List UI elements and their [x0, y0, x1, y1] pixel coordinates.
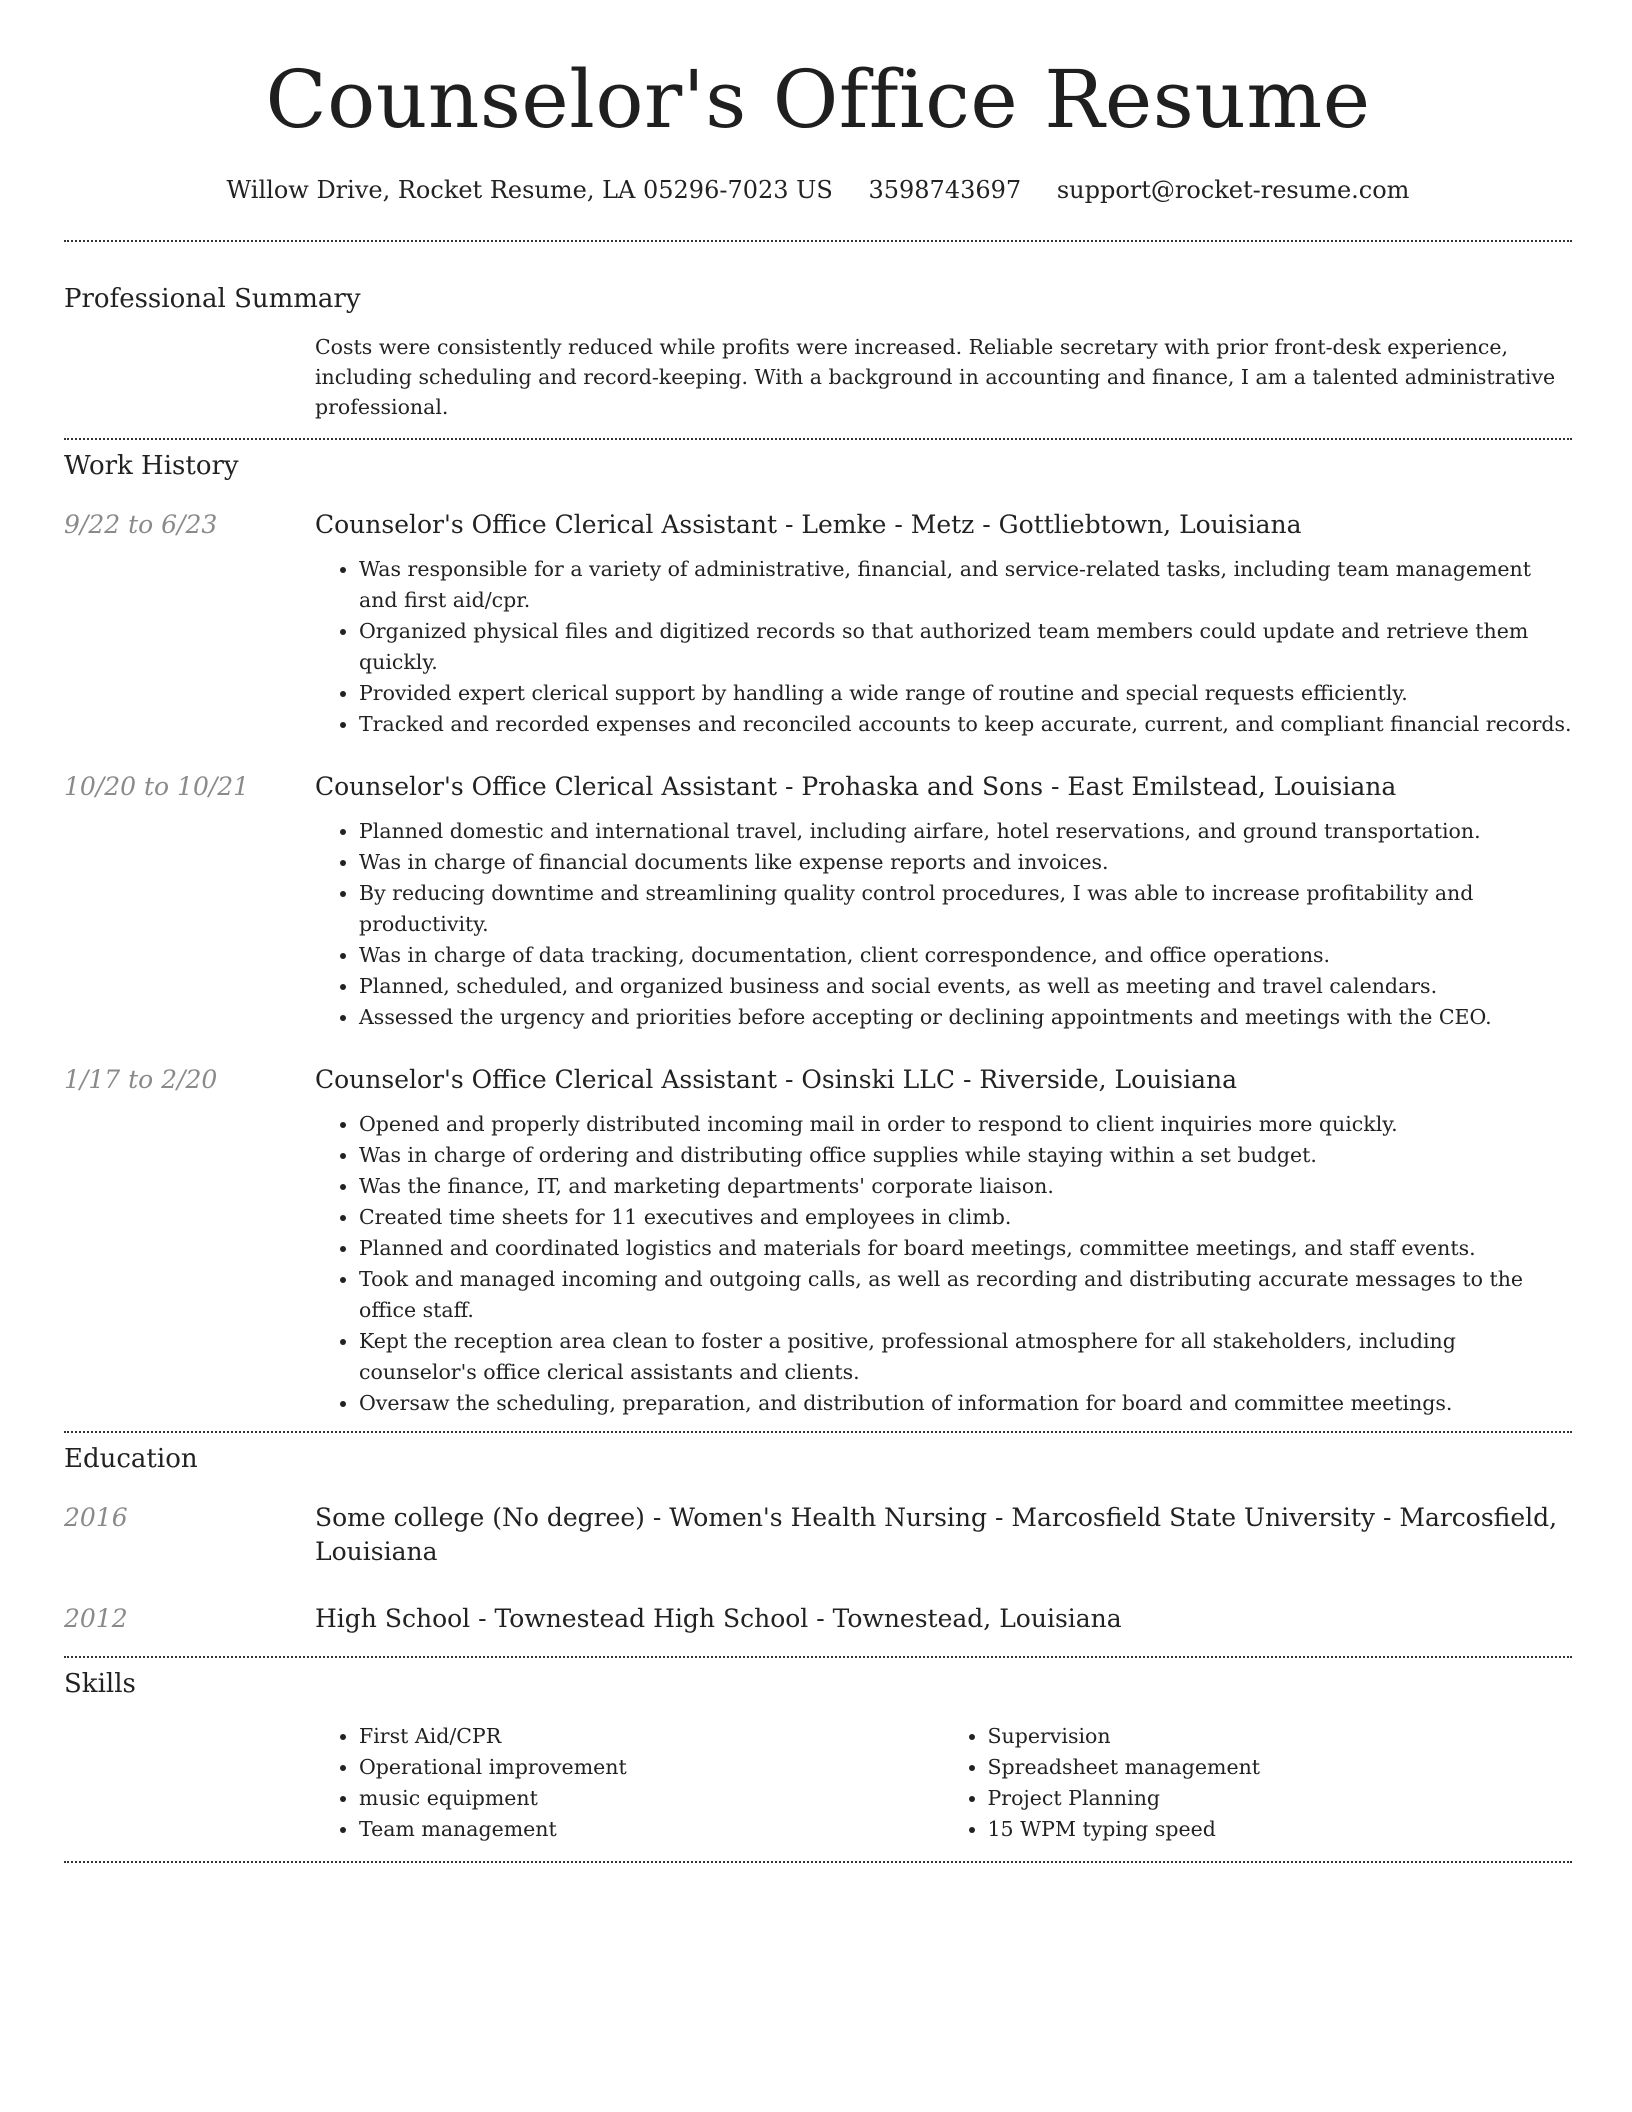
job-bullets: [315, 554, 1572, 740]
job-entry: [64, 508, 1572, 740]
divider: [64, 1656, 1572, 1658]
list-item: • By reducing downtime and streamlining quality control procedures, I was able to increase profitability and productivity.: [359, 878, 1572, 940]
education-year: 2012: [64, 1604, 128, 1633]
summary-section: [64, 282, 1572, 422]
skill-item: • Supervision: [988, 1721, 1573, 1752]
skill-item: • Operational improvement: [359, 1752, 944, 1783]
resume-title: Counselor's Office Resume: [265, 53, 1371, 146]
list-item: • Organized physical files and digitized records so that authorized team members could update and retrieve them quickly.: [359, 616, 1572, 678]
list-item: • Planned domestic and international travel, including airfare, hotel reservations, and ground transportation.: [359, 816, 1572, 847]
list-item: • Was the finance, IT, and marketing departments' corporate liaison.: [359, 1171, 1572, 1202]
summary-text: Costs were consistently reduced while profits were increased. Reliable secretary with prior front-desk experience, including scheduling and record-keeping. With a background in accounting and finance, I am a talented administrative professional.: [315, 335, 1556, 419]
list-item: • Planned, scheduled, and organized business and social events, as well as meeting and travel calendars.: [359, 971, 1572, 1002]
job-bullets: [315, 1109, 1572, 1419]
skills-list-left: [315, 1721, 944, 1845]
divider: [64, 1861, 1572, 1863]
list-item: • Opened and properly distributed incoming mail in order to respond to client inquiries more quickly.: [359, 1109, 1572, 1140]
section-title-summary: Professional Summary: [64, 284, 361, 314]
section-title-education: Education: [64, 1444, 198, 1474]
contact-line: [64, 174, 1572, 206]
skill-item: • Project Planning: [988, 1783, 1573, 1814]
list-item: • Was responsible for a variety of administrative, financial, and service-related tasks, including team management and first aid/cpr.: [359, 554, 1572, 616]
education-section: [64, 1442, 1572, 1636]
list-item: • Planned and coordinated logistics and materials for board meetings, committee meetings, and staff events.: [359, 1233, 1572, 1264]
work-section: [64, 449, 1572, 1419]
list-item: • Was in charge of data tracking, documentation, client correspondence, and office operations.: [359, 940, 1572, 971]
list-item: • Assessed the urgency and priorities before accepting or declining appointments and meetings with the CEO.: [359, 1002, 1572, 1033]
job-title: Counselor's Office Clerical Assistant - Lemke - Metz - Gottliebtown, Louisiana: [315, 510, 1302, 539]
job-entry: [64, 1063, 1572, 1419]
job-dates: 10/20 to 10/21: [64, 772, 250, 801]
list-item: • Kept the reception area clean to foster a positive, professional atmosphere for all stakeholders, including counselor's office clerical assistants and clients.: [359, 1326, 1572, 1388]
job-title: Counselor's Office Clerical Assistant - Osinski LLC - Riverside, Louisiana: [315, 1065, 1238, 1094]
list-item: • Was in charge of financial documents like expense reports and invoices.: [359, 847, 1572, 878]
skill-item: • Spreadsheet management: [988, 1752, 1573, 1783]
skill-item: • music equipment: [359, 1783, 944, 1814]
skill-item: • 15 WPM typing speed: [988, 1814, 1573, 1845]
section-title-skills: Skills: [64, 1669, 136, 1699]
contact-address: Willow Drive, Rocket Resume, LA 05296-7023 US: [226, 176, 833, 204]
job-dates: 9/22 to 6/23: [64, 510, 218, 539]
contact-phone: 3598743697: [868, 176, 1022, 204]
skills-grid: [315, 1721, 1572, 1845]
list-item: • Provided expert clerical support by handling a wide range of routine and special requests efficiently.: [359, 678, 1572, 709]
education-title: High School - Townestead High School - Townestead, Louisiana: [315, 1604, 1122, 1633]
list-item: • Was in charge of ordering and distributing office supplies while staying within a set budget.: [359, 1140, 1572, 1171]
contact-email: support@rocket-resume.com: [1056, 176, 1410, 204]
skill-item: • Team management: [359, 1814, 944, 1845]
education-year: 2016: [64, 1503, 128, 1532]
resume-page: [64, 0, 1572, 1863]
education-entry: [64, 1602, 1572, 1636]
list-item: • Created time sheets for 11 executives and employees in climb.: [359, 1202, 1572, 1233]
job-bullets: [315, 816, 1572, 1033]
skills-list-right: [944, 1721, 1573, 1845]
section-title-work: Work History: [64, 451, 239, 481]
list-item: • Oversaw the scheduling, preparation, and distribution of information for board and committee meetings.: [359, 1388, 1572, 1419]
job-title: Counselor's Office Clerical Assistant - Prohaska and Sons - East Emilstead, Louisiana: [315, 772, 1397, 801]
divider: [64, 1431, 1572, 1433]
skills-section: [64, 1667, 1572, 1845]
list-item: • Tracked and recorded expenses and reconciled accounts to keep accurate, current, and compliant financial records.: [359, 709, 1572, 740]
divider: [64, 438, 1572, 440]
list-item: • Took and managed incoming and outgoing calls, as well as recording and distributing accurate messages to the office staff.: [359, 1264, 1572, 1326]
skill-item: • First Aid/CPR: [359, 1721, 944, 1752]
education-entry: [64, 1501, 1572, 1569]
education-title: Some college (No degree) - Women's Health Nursing - Marcosfield State University - Marcosfield, Louisiana: [315, 1503, 1558, 1566]
job-dates: 1/17 to 2/20: [64, 1065, 218, 1094]
job-entry: [64, 770, 1572, 1033]
divider: [64, 240, 1572, 242]
